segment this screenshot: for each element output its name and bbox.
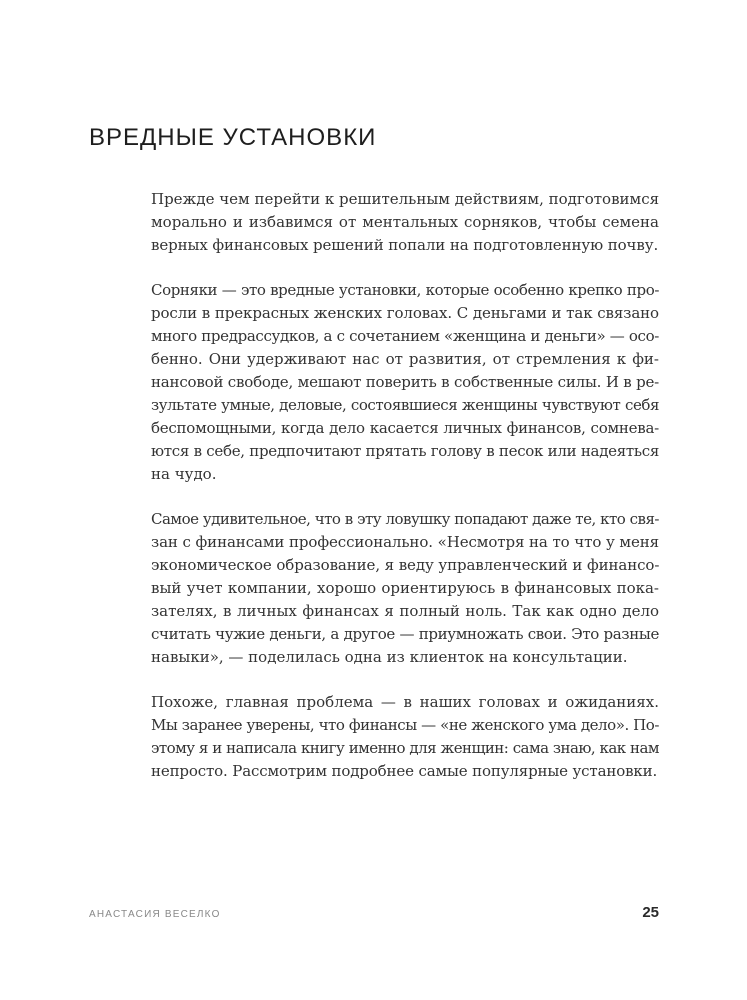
text-line: ются в себе, предпочитают прятать голову в песок или надеяться — [151, 442, 659, 460]
text-line: нансовой свободе, мешают поверить в собственные силы. И в ре- — [151, 373, 660, 391]
text-line: зателях, в личных финансах я полный ноль. Так как одно дело — [151, 602, 659, 620]
text-line: морально и избавимся от ментальных сорняков, чтобы семена — [151, 213, 659, 231]
footer-author: АНАСТАСИЯ ВЕСЕЛКО — [89, 909, 221, 920]
paragraph-1 — [151, 188, 659, 257]
text-line: беспомощными, когда дело касается личных финансов, сомнева- — [151, 419, 659, 437]
text-line: росли в прекрасных женских головах. С деньгами и так связано — [151, 304, 659, 322]
text-line: Самое удивительное, что в эту ловушку попадают даже те, кто свя- — [151, 510, 659, 528]
page-number: 25 — [642, 904, 659, 921]
text-line: экономическое образование, я веду управленческий и финансо- — [151, 556, 660, 574]
text-line: непросто. Рассмотрим подробнее самые популярные установки. — [151, 762, 658, 780]
text-line: навыки», — поделилась одна из клиенток на консультации. — [151, 648, 628, 666]
paragraph-3 — [151, 508, 659, 669]
paragraph-2 — [151, 279, 659, 486]
paragraph-4 — [151, 691, 659, 783]
text-line: Мы заранее уверены, что финансы — «не женского ума дело». По- — [151, 716, 659, 734]
text-line: верных финансовых решений попали на подготовленную почву. — [151, 236, 659, 254]
text-line: на чудо. — [151, 465, 217, 483]
text-line: зультате умные, деловые, состоявшиеся женщины чувствуют себя — [151, 396, 659, 414]
text-line: Похоже, главная проблема — в наших головах и ожиданиях. — [151, 693, 659, 711]
text-line: Сорняки — это вредные установки, которые особенно крепко про- — [151, 281, 659, 299]
chapter-title: ВРЕДНЫЕ УСТАНОВКИ — [89, 124, 377, 151]
text-line: считать чужие деньги, а другое — приумножать свои. Это разные — [151, 625, 659, 643]
text-line: вый учет компании, хорошо ориентируюсь в финансовых пока- — [151, 579, 659, 597]
text-line: этому я и написала книгу именно для женщин: сама знаю, как нам — [151, 739, 659, 757]
text-line: Прежде чем перейти к решительным действиям, подготовимся — [151, 190, 660, 208]
text-line: зан с финансами профессионально. «Несмотря на то что у меня — [151, 533, 659, 551]
text-line: бенно. Они удерживают нас от развития, от стремления к фи- — [151, 350, 659, 368]
body-text — [151, 188, 659, 805]
text-line: много предрассудков, а с сочетанием «женщина и деньги» — осо- — [151, 327, 659, 345]
